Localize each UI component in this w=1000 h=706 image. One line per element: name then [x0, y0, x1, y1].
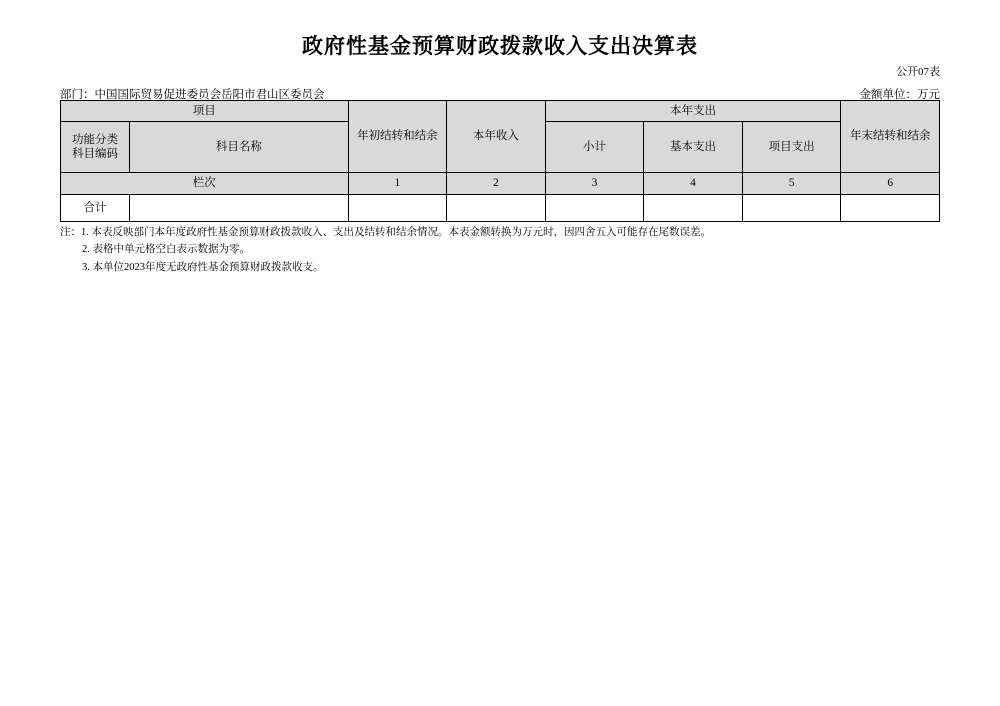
cell-begin-balance	[348, 195, 447, 222]
budget-table	[60, 100, 940, 222]
page-title: 政府性基金预算财政拨款收入支出决算表	[302, 34, 698, 58]
header-end-balance: 年末结转和结余	[841, 101, 940, 173]
table-header-group-row	[61, 101, 940, 122]
note-line-3: 3. 本单位2023年度无政府性基金预算财政拨款收支。	[82, 261, 324, 273]
header-begin-balance: 年初结转和结余	[348, 101, 447, 173]
cell-end-balance	[841, 195, 940, 222]
column-index-3: 3	[545, 173, 644, 195]
department-label: 部门：中国国际贸易促进委员会岳阳市君山区委员会	[60, 89, 325, 101]
header-subject-name: 科目名称	[130, 122, 348, 173]
header-group-expense: 本年支出	[545, 101, 841, 122]
table-column-index-row	[61, 173, 940, 195]
header-year-income: 本年收入	[447, 101, 546, 173]
header-project-expense: 项目支出	[742, 122, 841, 173]
header-func-code	[61, 122, 130, 173]
column-index-label: 栏次	[61, 173, 349, 195]
column-index-2: 2	[447, 173, 546, 195]
cell-basic-expense	[644, 195, 743, 222]
header-func-code-line2: 科目编码	[72, 148, 119, 160]
column-index-1: 1	[348, 173, 447, 195]
header-subtotal: 小计	[545, 122, 644, 173]
header-basic-expense: 基本支出	[644, 122, 743, 173]
cell-project-expense	[742, 195, 841, 222]
column-index-6: 6	[841, 173, 940, 195]
note-line-2: 2. 表格中单元格空白表示数据为零。	[82, 244, 250, 256]
form-number: 公开07表	[896, 66, 940, 78]
cell-year-income	[447, 195, 546, 222]
cell-func-code: 合计	[61, 195, 130, 222]
cell-subtotal	[545, 195, 644, 222]
header-func-code-line1: 功能分类	[72, 133, 119, 146]
cell-subject-name	[130, 195, 348, 222]
header-group-item: 项目	[61, 101, 349, 122]
table-notes	[60, 224, 940, 276]
amount-unit-label: 金额单位：万元	[859, 89, 940, 101]
column-index-5: 5	[742, 173, 841, 195]
column-index-4: 4	[644, 173, 743, 195]
note-line-1: 注：1. 本表反映部门本年度政府性基金预算财政拨款收入、支出及结转和结余情况。本表金额转换为万元时，因四舍五入可能存在尾数误差。	[60, 227, 711, 238]
table-row	[61, 195, 940, 222]
